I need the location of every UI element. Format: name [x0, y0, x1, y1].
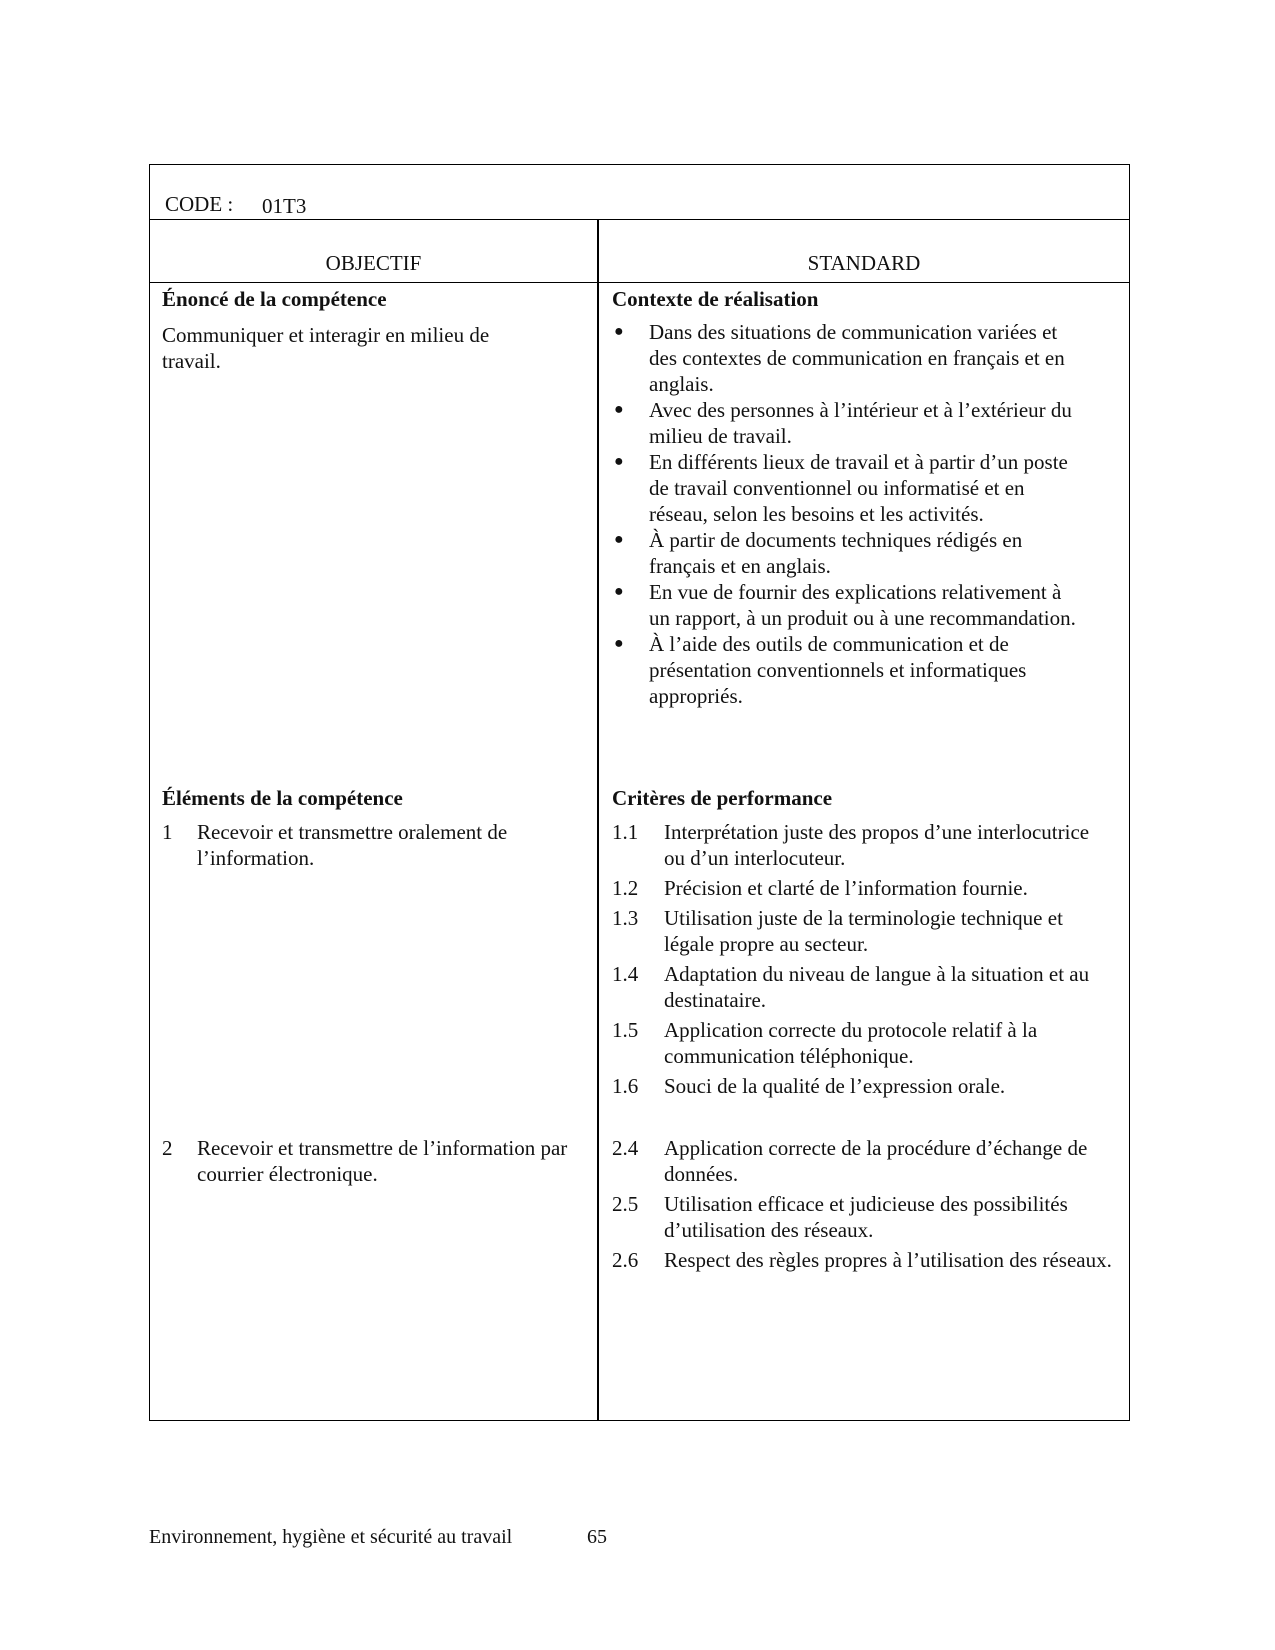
criteres-section-2	[612, 1135, 1122, 1277]
critere-text: Utilisation efficace et judicieuse des possibilités d’utilisation des réseaux.	[664, 1192, 1068, 1242]
critere-number: 1.1	[612, 820, 639, 844]
critere-item	[612, 1135, 1112, 1187]
critere-number: 1.4	[612, 962, 639, 986]
critere-text: Souci de la qualité de l’expression orale.	[664, 1074, 1006, 1098]
critere-text: Respect des règles propres à l’utilisation des réseaux.	[664, 1248, 1112, 1272]
critere-text: Utilisation juste de la terminologie technique et légale propre au secteur.	[664, 906, 1063, 956]
critere-number: 2.5	[612, 1192, 639, 1216]
contexte-list	[612, 319, 1082, 709]
element-text: Recevoir et transmettre oralement de l’information.	[197, 820, 508, 870]
list-item	[612, 319, 1082, 397]
column-divider	[597, 220, 599, 1420]
list-item-text: En vue de fournir des explications relativement à un rapport, à un produit ou à une recommandation.	[649, 580, 1076, 630]
bullet-icon: ●	[614, 453, 624, 470]
criteres-group-2	[612, 1135, 1112, 1273]
contexte-title: Contexte de réalisation	[612, 287, 819, 311]
critere-text: Adaptation du niveau de langue à la situation et au destinataire.	[664, 962, 1090, 1012]
element-number: 2	[162, 1136, 173, 1160]
bullet-icon: ●	[614, 635, 624, 652]
critere-item	[612, 1017, 1112, 1069]
element-item	[162, 1135, 577, 1187]
critere-text: Précision et clarté de l’information fournie.	[664, 876, 1028, 900]
bullet-icon: ●	[614, 401, 624, 418]
list-item-text: À partir de documents techniques rédigés en français et en anglais.	[649, 528, 1023, 578]
list-item	[612, 631, 1082, 709]
bullet-icon: ●	[614, 323, 624, 340]
critere-item	[612, 1191, 1112, 1243]
list-item-text: À l’aide des outils de communication et de présentation conventionnels et informatiques appropriés.	[649, 632, 1027, 708]
bullet-icon: ●	[614, 531, 624, 548]
criteres-section	[612, 785, 1122, 1103]
contexte-section	[612, 286, 1122, 709]
list-item	[612, 397, 1082, 449]
list-item	[612, 449, 1082, 527]
page-number: 65	[587, 1526, 607, 1548]
critere-item	[612, 905, 1112, 957]
list-item-text: Dans des situations de communication variées et des contextes de communication en français et en anglais.	[649, 320, 1065, 396]
code-value: 01T3	[262, 194, 307, 218]
enonce-section	[162, 286, 582, 374]
list-item	[612, 579, 1082, 631]
critere-number: 1.2	[612, 876, 639, 900]
bullet-icon: ●	[614, 583, 624, 600]
critere-text: Application correcte de la procédure d’échange de données.	[664, 1136, 1088, 1186]
critere-number: 1.3	[612, 906, 639, 930]
element-number: 1	[162, 820, 173, 844]
critere-item	[612, 1073, 1112, 1099]
enonce-title: Énoncé de la compétence	[162, 287, 387, 311]
elements-section	[162, 785, 582, 871]
critere-item	[612, 961, 1112, 1013]
list-item-text: En différents lieux de travail et à partir d’un poste de travail conventionnel ou informatisé et en réseau, selon les besoins et les activités.	[649, 450, 1068, 526]
criteres-title: Critères de performance	[612, 786, 833, 810]
critere-number: 2.6	[612, 1248, 639, 1272]
header-objectif: OBJECTIF	[325, 251, 422, 275]
footer-title: Environnement, hygiène et sécurité au travail	[149, 1526, 513, 1548]
elements-title: Éléments de la compétence	[162, 786, 403, 810]
critere-text: Application correcte du protocole relatif à la communication téléphonique.	[664, 1018, 1038, 1068]
critere-item	[612, 819, 1112, 871]
critere-item	[612, 875, 1112, 901]
header-standard: STANDARD	[807, 251, 921, 275]
competence-table	[149, 164, 1130, 1421]
critere-number: 1.6	[612, 1074, 639, 1098]
list-item-text: Avec des personnes à l’intérieur et à l’extérieur du milieu de travail.	[649, 398, 1072, 448]
code-row	[150, 165, 1129, 220]
element-text: Recevoir et transmettre de l’information par courrier électronique.	[197, 1136, 568, 1186]
elements-section-2	[162, 1135, 582, 1187]
critere-number: 2.4	[612, 1136, 639, 1160]
element-item	[162, 819, 577, 871]
critere-text: Interprétation juste des propos d’une interlocutrice ou d’un interlocuteur.	[664, 820, 1090, 870]
list-item	[612, 527, 1082, 579]
enonce-text: Communiquer et interagir en milieu de travail.	[162, 323, 490, 373]
critere-number: 1.5	[612, 1018, 639, 1042]
critere-item	[612, 1247, 1112, 1273]
criteres-group-1	[612, 819, 1112, 1099]
code-label: CODE :	[165, 192, 234, 216]
column-header-row	[150, 220, 1129, 283]
